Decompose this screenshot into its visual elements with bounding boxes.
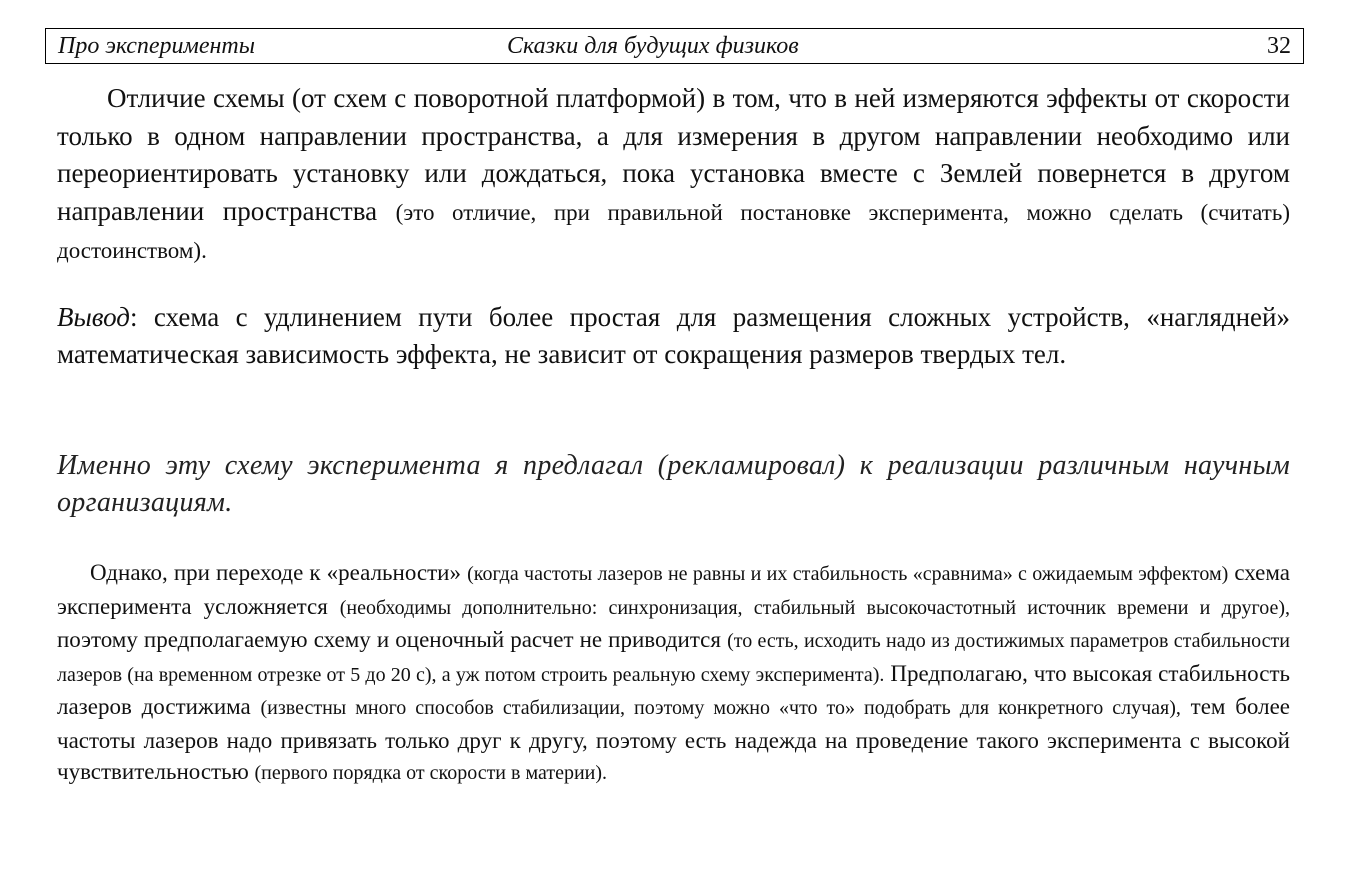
reality-s9: тем более частоты лазеров надо привязать только друг к другу, поэтому есть надежда на проведение такого эксперимента с высокой чувствительностью <box>57 694 1290 784</box>
paragraph-conclusion <box>57 299 1290 373</box>
reality-s8: (известны много способов стабилизации, поэтому можно «что то» подобрать для конкретного случая), <box>260 697 1181 719</box>
paragraph-scheme-difference-aside: (это отличие, при правильной постановке эксперимента, можно сделать (считать) достоинством). <box>57 199 1290 263</box>
reality-s3: схема эксперимента усложняется <box>57 560 1290 619</box>
conclusion-body: : схема с удлинением пути более простая для размещения сложных устройств, «наглядней» математическая зависимость эффекта, не зависит от сокращения размеров твердых тел. <box>57 302 1290 369</box>
page-number: 32 <box>1267 33 1291 59</box>
paragraph-scheme-difference <box>57 80 1290 270</box>
paragraph-scheme-difference-main: Отличие схемы (от схем с поворотной платформой) в том, что в ней измеряются эффекты от скорости только в одном направлении пространства, а для измерения в другом направлении необходимо или переориентировать установку или дождаться, пока установка вместе с Землей повернется в другом направлении пространства <box>57 83 1290 226</box>
running-header <box>45 28 1304 64</box>
reality-s5: поэтому предполагаемую схему и оценочный расчет не приводится <box>57 627 728 652</box>
reality-s7: Предполагаю, что высокая стабильность лазеров достижима <box>57 660 1291 719</box>
header-section-title: Про эксперименты <box>58 33 255 59</box>
reality-s10: (первого порядка от скорости в материи). <box>254 762 608 784</box>
paragraph-proposal: Именно эту схему эксперимента я предлагал (рекламировал) к реализации различным научным организациям. <box>57 450 1290 518</box>
paragraph-reality <box>57 557 1290 790</box>
reality-s6: (то есть, исходить надо из достижимых параметров стабильности лазеров (на временном отрезке от 5 до 20 с), а уж потом строить реальную схему эксперимента). <box>57 630 1290 686</box>
header-book-title: Сказки для будущих физиков <box>507 33 799 59</box>
reality-s1: Однако, при переходе к «реальности» <box>90 560 468 585</box>
conclusion-label: Вывод <box>57 302 130 332</box>
reality-s2: (когда частоты лазеров не равны и их стабильность «сравнима» с ожидаемым эффектом) <box>467 563 1229 585</box>
reality-s4: (необходимы дополнительно: синхронизация, стабильный высокочастотный источник времени и другое), <box>339 596 1290 619</box>
